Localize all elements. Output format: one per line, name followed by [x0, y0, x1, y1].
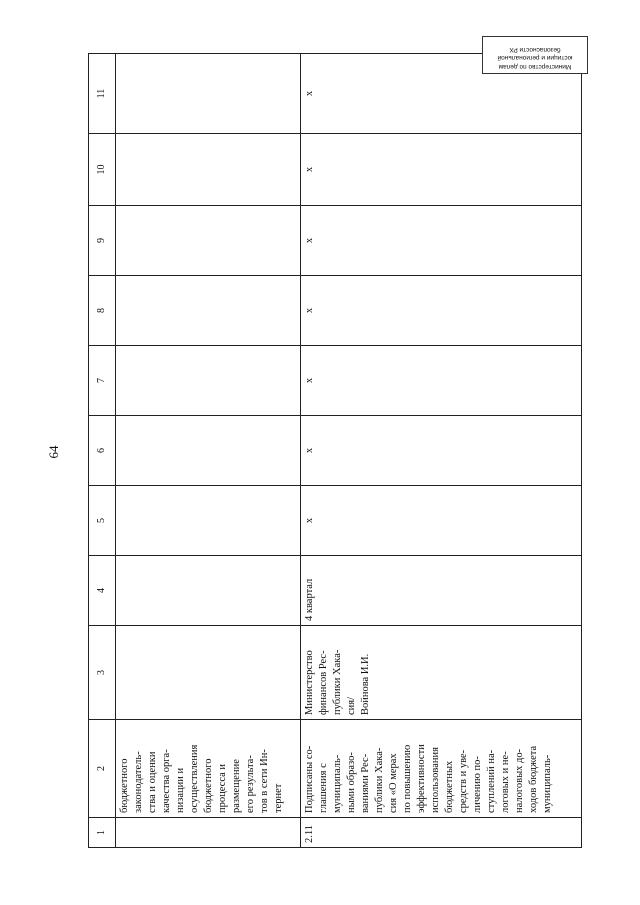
header-row [89, 54, 116, 848]
header-cell: 2 [89, 720, 116, 818]
header-cell: 4 [89, 556, 116, 626]
header-cell: 8 [89, 276, 116, 346]
cell-mark: x [301, 486, 582, 556]
ministry-stamp: Министерство по делам юстиции и региональной безопасности РХ [482, 36, 588, 74]
cell-mark: x [301, 416, 582, 486]
cell-responsible: Министерство финансов Рес- публики Хака- сия/ Войнова И.И. [301, 626, 582, 720]
table-row [301, 54, 582, 848]
header-cell: 5 [89, 486, 116, 556]
cell-period [116, 556, 301, 626]
cell-number: 2.11 [301, 818, 582, 848]
header-cell: 9 [89, 206, 116, 276]
table-row [116, 54, 301, 848]
cell-responsible [116, 626, 301, 720]
cell-mark: x [301, 206, 582, 276]
header-cell: 7 [89, 346, 116, 416]
table-wrapper [88, 54, 580, 848]
cell-mark: x [301, 54, 582, 134]
page-number: 64 [46, 445, 61, 459]
cell-empty [116, 416, 301, 486]
cell-description: Подписаны со- глашения с муниципаль- ными образо- ваниями Рес- публики Хака- сия «О мерах по повышению эффективности использования бюджетных средств и уве- личению по- ступлений на- логовых и не- налоговых до- ходов бюджета муниципаль- [301, 720, 582, 818]
header-cell: 3 [89, 626, 116, 720]
cell-empty [116, 206, 301, 276]
cell-number [116, 818, 301, 848]
cell-empty [116, 276, 301, 346]
header-cell: 10 [89, 134, 116, 206]
cell-mark: x [301, 276, 582, 346]
cell-empty [116, 134, 301, 206]
header-cell: 1 [89, 818, 116, 848]
document-table [88, 53, 582, 848]
header-cell: 6 [89, 416, 116, 486]
cell-empty [116, 54, 301, 134]
cell-period: 4 квартал [301, 556, 582, 626]
cell-mark: x [301, 134, 582, 206]
cell-empty [116, 486, 301, 556]
header-cell: 11 [89, 54, 116, 134]
cell-empty [116, 346, 301, 416]
cell-description: бюджетного законодатель- ства и оценки качества орга- низации и осуществления бюджетного процесса и размещение его результа- тов в сети Ин- тернет [116, 720, 301, 818]
cell-mark: x [301, 346, 582, 416]
